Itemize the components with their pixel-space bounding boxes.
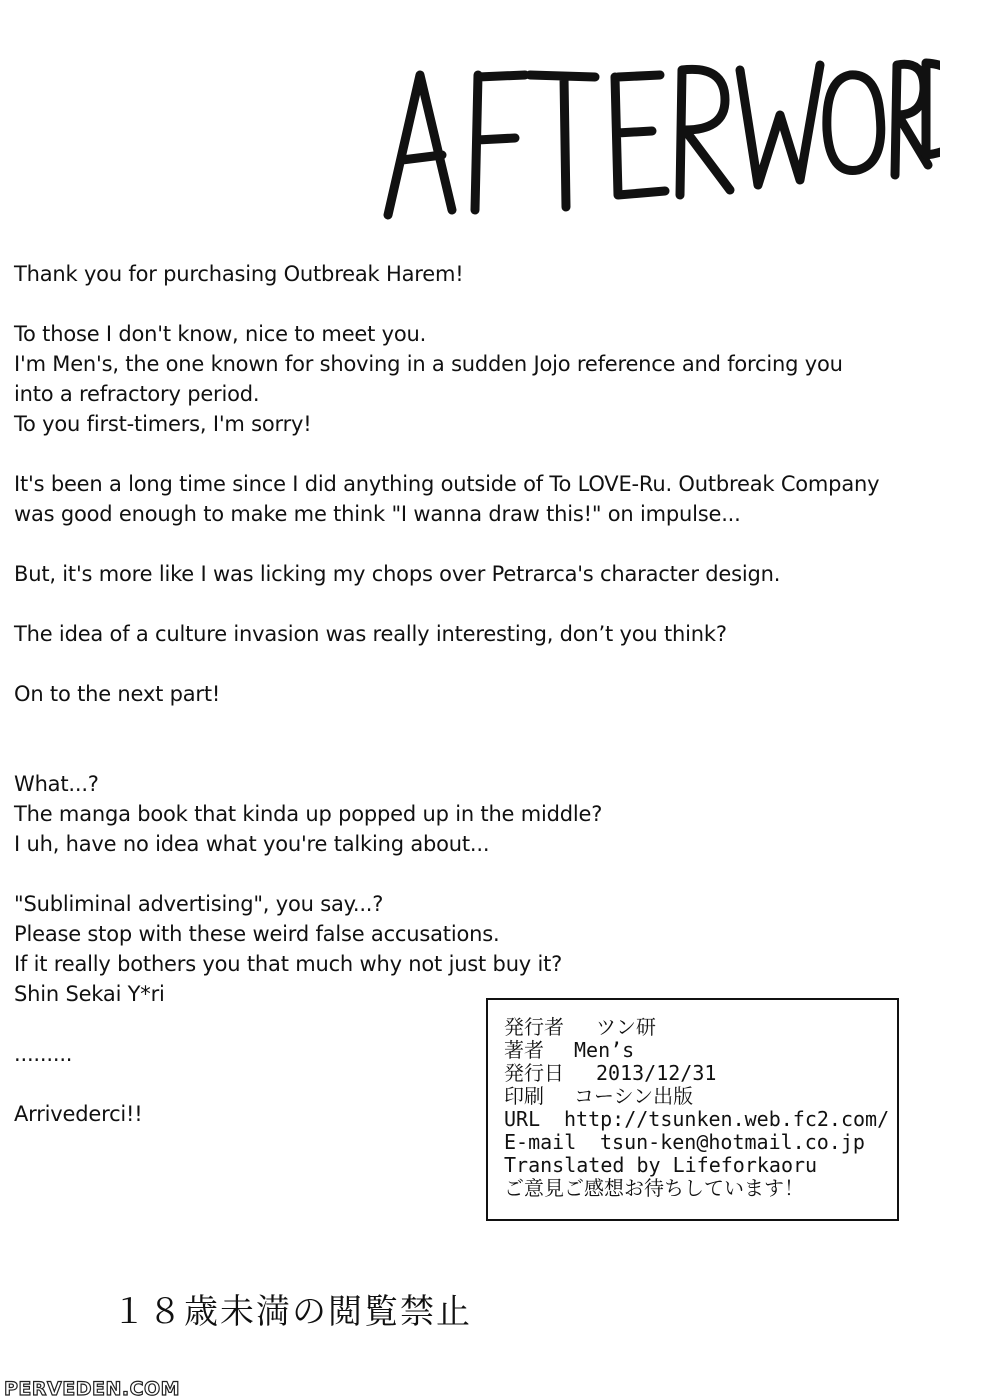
letter-signoff: Arrivederci!!: [14, 1102, 143, 1126]
letter-line: The manga book that kinda up popped up in the middle?: [14, 802, 603, 826]
letter-line: I'm Men's, the one known for shoving in a sudden Jojo reference and forcing you: [14, 352, 843, 376]
letter-line: .........: [14, 1042, 73, 1066]
letter-line: was good enough to make me think "I wanna draw this!" on impulse...: [14, 502, 741, 526]
letter-line: I uh, have no idea what you're talking about...: [14, 832, 490, 856]
age-restriction-notice: １８歳未満の閲覧禁止: [112, 1292, 472, 1332]
letter-line: into a refractory period.: [14, 382, 260, 406]
letter-line: But, it's more like I was licking my chops over Petrarca's character design.: [14, 562, 781, 586]
letter-line: On to the next part!: [14, 682, 221, 706]
colophon-box: [486, 998, 899, 1221]
letter-line: To you first-timers, I'm sorry!: [14, 412, 312, 436]
letter-line: Shin Sekai Y*ri: [14, 982, 165, 1006]
letter-line: The idea of a culture invasion was really interesting, don’t you think?: [14, 622, 727, 646]
colophon-url: URL http://tsunken.web.fc2.com/: [504, 1107, 890, 1131]
colophon-email: E-mail tsun-ken@hotmail.co.jp: [504, 1130, 865, 1154]
colophon-printer: 印刷 コーシン出版: [504, 1084, 694, 1108]
letter-line: "Subliminal advertising", you say...?: [14, 892, 384, 916]
colophon-translator: Translated by Lifeforkaoru: [504, 1153, 818, 1177]
colophon-feedback: ご意見ご感想お待ちしています！: [504, 1176, 804, 1200]
site-watermark: PERVEDEN.COM: [4, 1378, 181, 1400]
letter-line: Please stop with these weird false accusations.: [14, 922, 500, 946]
letter-line: If it really bothers you that much why not just buy it?: [14, 952, 563, 976]
colophon-author: 著者 Men’s: [504, 1038, 635, 1062]
colophon-publisher: 発行者 ツン研: [504, 1015, 656, 1039]
afterword-title: [380, 35, 940, 235]
letter-line: To those I don't know, nice to meet you.: [14, 322, 427, 346]
letter-line: Thank you for purchasing Outbreak Harem!: [14, 262, 464, 286]
letter-line: What...?: [14, 772, 99, 796]
colophon-date: 発行日 2013/12/31: [504, 1061, 717, 1085]
letter-line: It's been a long time since I did anything outside of To LOVE-Ru. Outbreak Company: [14, 472, 880, 496]
